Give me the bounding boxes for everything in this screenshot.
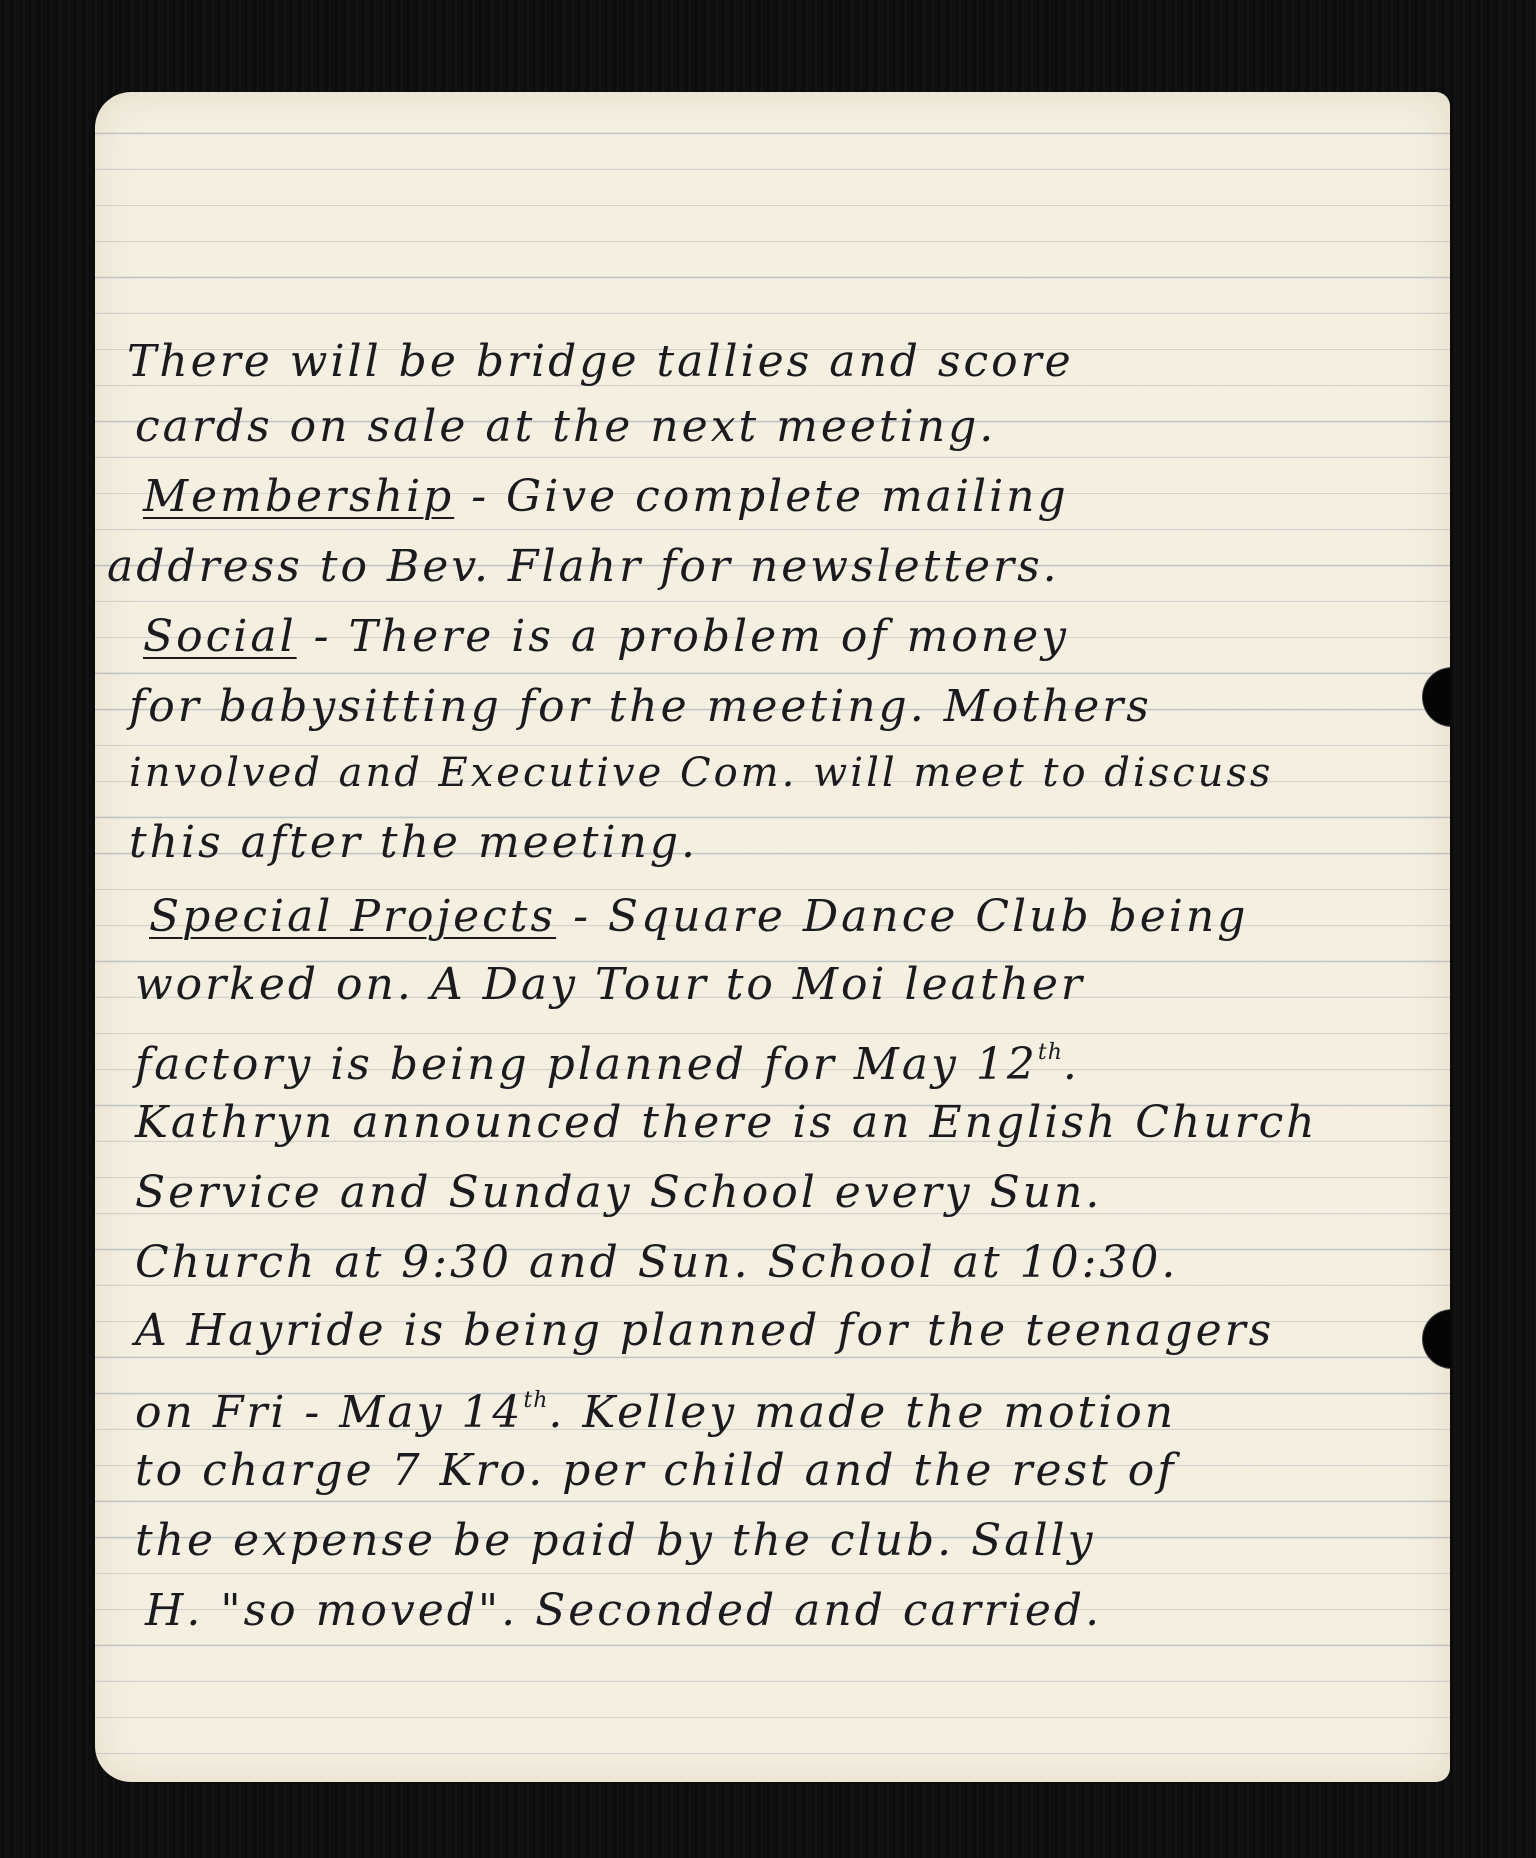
note-line-11-end: . — [1062, 1039, 1080, 1090]
note-line-14: Church at 9:30 and Sun. School at 10:30. — [135, 1237, 1179, 1288]
note-line-11-text: factory is being planned for May 12 — [135, 1039, 1038, 1090]
note-line-18: the expense be paid by the club. Sally — [135, 1515, 1096, 1566]
note-line-10: worked on. A Day Tour to Moi leather — [135, 959, 1085, 1010]
note-line-11-sup: th — [1037, 1040, 1063, 1065]
note-line-13: Service and Sunday School every Sun. — [135, 1167, 1103, 1218]
social-heading: Social — [143, 611, 297, 662]
note-line-16-text: on Fri - May 14 — [135, 1387, 524, 1438]
social-text: - There is a problem of money — [296, 611, 1070, 662]
note-line-3 — [143, 472, 1069, 522]
note-line-6: for babysitting for the meeting. Mothers — [129, 681, 1152, 732]
note-line-1: There will be bridge tallies and score — [127, 336, 1074, 387]
note-line-11 — [135, 1028, 1080, 1090]
handwritten-notes — [95, 92, 1450, 1782]
note-line-7: involved and Executive Com. will meet to discuss — [129, 750, 1274, 796]
note-line-16-end: . Kelley made the motion — [548, 1387, 1177, 1438]
notebook-page — [95, 92, 1450, 1782]
note-line-16-sup: th — [523, 1388, 549, 1413]
special-projects-text: - Square Dance Club being — [556, 891, 1249, 942]
membership-heading: Membership — [143, 471, 455, 522]
note-line-4: address to Bev. Flahr for newsletters. — [107, 541, 1060, 592]
note-line-8: this after the meeting. — [129, 817, 699, 868]
note-line-16 — [135, 1376, 1176, 1438]
note-line-17: to charge 7 Kro. per child and the rest of — [135, 1445, 1177, 1496]
membership-text: - Give complete mailing — [454, 471, 1069, 522]
note-line-15: A Hayride is being planned for the teenagers — [135, 1305, 1275, 1356]
note-line-2: cards on sale at the next meeting. — [135, 401, 997, 452]
note-line-12: Kathryn announced there is an English Church — [135, 1097, 1318, 1148]
special-projects-heading: Special Projects — [149, 891, 557, 942]
note-line-5 — [143, 612, 1069, 662]
note-line-19: H. "so moved". Seconded and carried. — [145, 1585, 1103, 1636]
note-line-9 — [149, 892, 1248, 942]
